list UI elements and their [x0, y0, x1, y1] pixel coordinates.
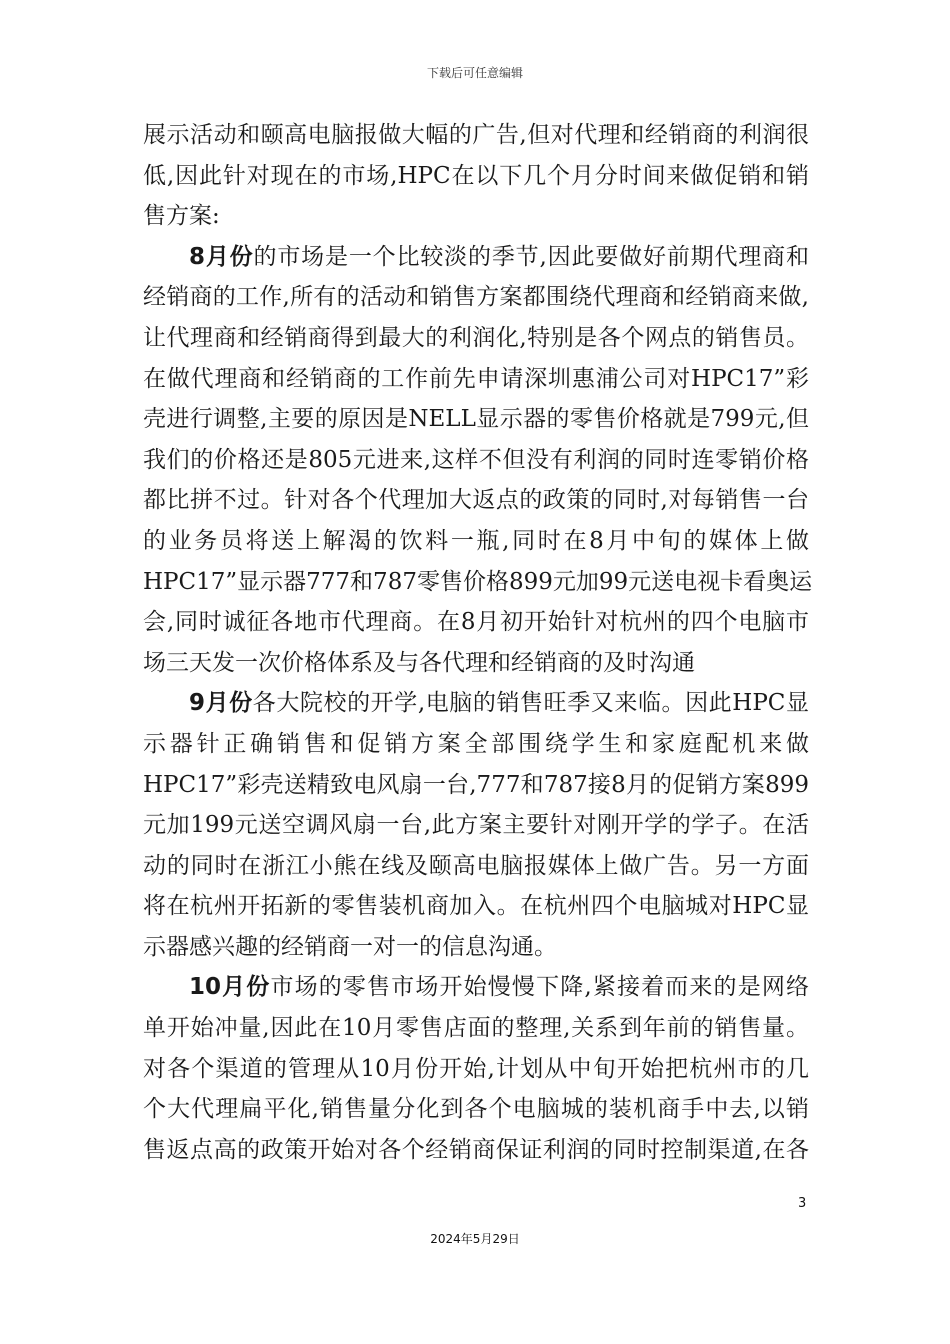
text-line: 个大代理扁平化,销售量分化到各个电脑城的装机商手中去,以销 [143, 1096, 809, 1123]
page-number: 3 [798, 1196, 807, 1211]
text-line: 将在杭州开拓新的零售装机商加入。在杭州四个电脑城对HPC显 [143, 893, 809, 920]
document-body [143, 115, 813, 1170]
text-line: 让代理商和经销商得到最大的利润化,特别是各个网点的销售员。 [143, 324, 809, 351]
text-line: 展示活动和颐高电脑报做大幅的广告,但对代理和经销商的利润很 [143, 122, 809, 148]
text-line-rest: 的市场是一个比较淡的季节,因此要做好前期代理商和 [253, 243, 809, 270]
text-line-rest: 市场的零售市场开始慢慢下降,紧接着而来的是网络 [270, 974, 809, 1001]
text-line: 的业务员将送上解渴的饮料一瓶,同时在8月中旬的媒体上做 [143, 527, 809, 554]
text-line: 会,同时诚征各地市代理商。在8月初开始针对杭州的四个电脑市 [143, 609, 809, 636]
text-line: HPC17”显示器777和787零售价格899元加99元送电视卡看奥运 [143, 568, 813, 595]
text-line: 低,因此针对现在的市场,HPC在以下几个月分时间来做促销和销 [143, 162, 809, 189]
text-line: 我们的价格还是805元进来,这样不但没有利润的同时连零销价格 [143, 446, 809, 473]
text-line: 售返点高的政策开始对各个经销商保证利润的同时控制渠道,在各 [143, 1136, 809, 1163]
paragraph-lead-october: 10月份 [189, 974, 271, 1001]
page-footer-date: 2024年5月29日 [430, 1232, 520, 1246]
text-line: 场三天发一次价格体系及与各代理和经销商的及时沟通 [143, 649, 695, 676]
text-line: 售方案: [143, 203, 220, 230]
text-line: 经销商的工作,所有的活动和销售方案都围绕代理商和经销商来做, [143, 284, 809, 311]
paragraph-lead-september: 9月份 [189, 690, 253, 717]
text-line: 示器针正确销售和促销方案全部围绕学生和家庭配机来做 [143, 730, 809, 757]
text-line: 示器感兴趣的经销商一对一的信息沟通。 [143, 933, 557, 960]
text-line: 壳进行调整,主要的原因是NELL显示器的零售价格就是799元,但 [143, 406, 809, 433]
text-line: 元加199元送空调风扇一台,此方案主要针对刚开学的学子。在活 [143, 812, 809, 839]
text-line: 都比拼不过。针对各个代理加大返点的政策的同时,对每销售一台 [143, 487, 809, 514]
text-line: 对各个渠道的管理从10月份开始,计划从中旬开始把杭州市的几 [143, 1055, 809, 1082]
text-line: 单开始冲量,因此在10月零售店面的整理,关系到年前的销售量。 [143, 1015, 809, 1042]
paragraph-lead-august: 8月份 [189, 243, 254, 270]
page-header: 下载后可任意编辑 [426, 66, 523, 80]
text-line [143, 967, 809, 1008]
text-line: 在做代理商和经销商的工作前先申请深圳惠浦公司对HPC17”彩 [143, 365, 809, 392]
text-line-rest: 各大院校的开学,电脑的销售旺季又来临。因此HPC显 [252, 690, 809, 717]
text-line: 动的同时在浙江小熊在线及颐高电脑报媒体上做广告。另一方面 [143, 852, 809, 879]
text-line: HPC17”彩壳送精致电风扇一台,777和787接8月的促销方案899 [143, 771, 809, 798]
text-line [143, 683, 809, 724]
text-line [143, 237, 809, 278]
